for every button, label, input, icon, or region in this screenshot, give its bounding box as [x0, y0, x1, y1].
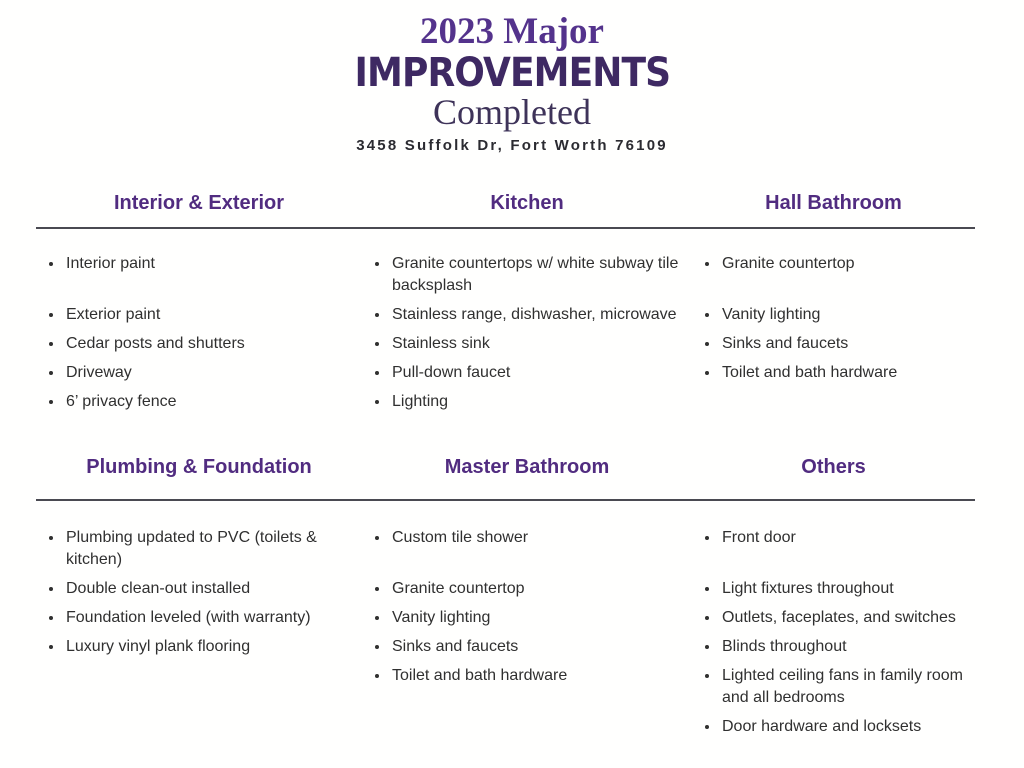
list-item: • Stainless sink: [390, 333, 686, 355]
list-item: • Front door: [720, 527, 969, 571]
section-title-others: Others: [801, 456, 866, 479]
list-item: • Plumbing updated to PVC (toilets & kitchen): [64, 527, 356, 571]
list-item: • Vanity lighting: [720, 304, 969, 326]
list-item: • Blinds throughout: [720, 636, 969, 658]
list-item: • Outlets, faceplates, and switches: [720, 607, 969, 629]
list-item: • Granite countertops w/ white subway tile backsplash: [390, 253, 686, 297]
section-titles-top: [36, 190, 975, 216]
list-item: • Granite countertop: [720, 253, 969, 297]
others-list: [692, 527, 975, 745]
title-line-completed: Completed: [433, 92, 591, 133]
list-item: • Luxury vinyl plank flooring: [64, 636, 356, 658]
list-item: • Double clean-out installed: [64, 578, 356, 600]
section-title-master-bathroom: Master Bathroom: [444, 456, 610, 479]
section-title-plumbing-foundation: Plumbing & Foundation: [86, 456, 312, 479]
list-item: • Pull-down faucet: [390, 362, 686, 384]
list-item: • Exterior paint: [64, 304, 356, 326]
hall-bathroom-list: [692, 253, 975, 420]
list-item: • Cedar posts and shutters: [64, 333, 356, 355]
list-item: • Toilet and bath hardware: [390, 665, 686, 687]
title-line-improvements: IMPROVEMENTS: [354, 49, 670, 96]
list-item: • Foundation leveled (with warranty): [64, 607, 356, 629]
list-item: • Driveway: [64, 362, 356, 384]
divider-line-top: [36, 227, 975, 229]
list-item: • Custom tile shower: [390, 527, 686, 571]
master-bathroom-list: [362, 527, 692, 745]
interior-exterior-list: [36, 253, 362, 420]
list-item: • 6’ privacy fence: [64, 391, 356, 413]
section-lists-top: [36, 253, 975, 420]
list-item: • Lighted ceiling fans in family room and all bedrooms: [720, 665, 969, 709]
list-item: • Light fixtures throughout: [720, 578, 969, 600]
section-lists-bottom: [36, 527, 975, 745]
section-row-bottom: [36, 454, 975, 745]
section-title-interior-exterior: Interior & Exterior: [113, 192, 285, 215]
title-line-year: 2023 Major: [420, 11, 604, 52]
list-item: • Vanity lighting: [390, 607, 686, 629]
list-item: • Stainless range, dishwasher, microwave: [390, 304, 686, 326]
section-title-hall-bathroom: Hall Bathroom: [765, 192, 902, 215]
list-item: • Toilet and bath hardware: [720, 362, 969, 384]
list-item: • Interior paint: [64, 253, 356, 297]
list-item: • Sinks and faucets: [390, 636, 686, 658]
kitchen-list: [362, 253, 692, 420]
section-titles-bottom: [36, 454, 975, 480]
divider-line-bottom: [36, 499, 975, 501]
list-item: • Sinks and faucets: [720, 333, 969, 355]
title-line-improvements-wrap: [0, 49, 1024, 96]
list-item: • Granite countertop: [390, 578, 686, 600]
flyer-header: [0, 12, 1024, 154]
list-item: • Lighting: [390, 391, 686, 413]
plumbing-foundation-list: [36, 527, 362, 745]
section-row-top: [36, 190, 975, 420]
section-title-kitchen: Kitchen: [490, 192, 564, 215]
list-item: • Door hardware and locksets: [720, 716, 969, 738]
property-address: 3458 Suffolk Dr, Fort Worth 76109: [356, 137, 668, 155]
